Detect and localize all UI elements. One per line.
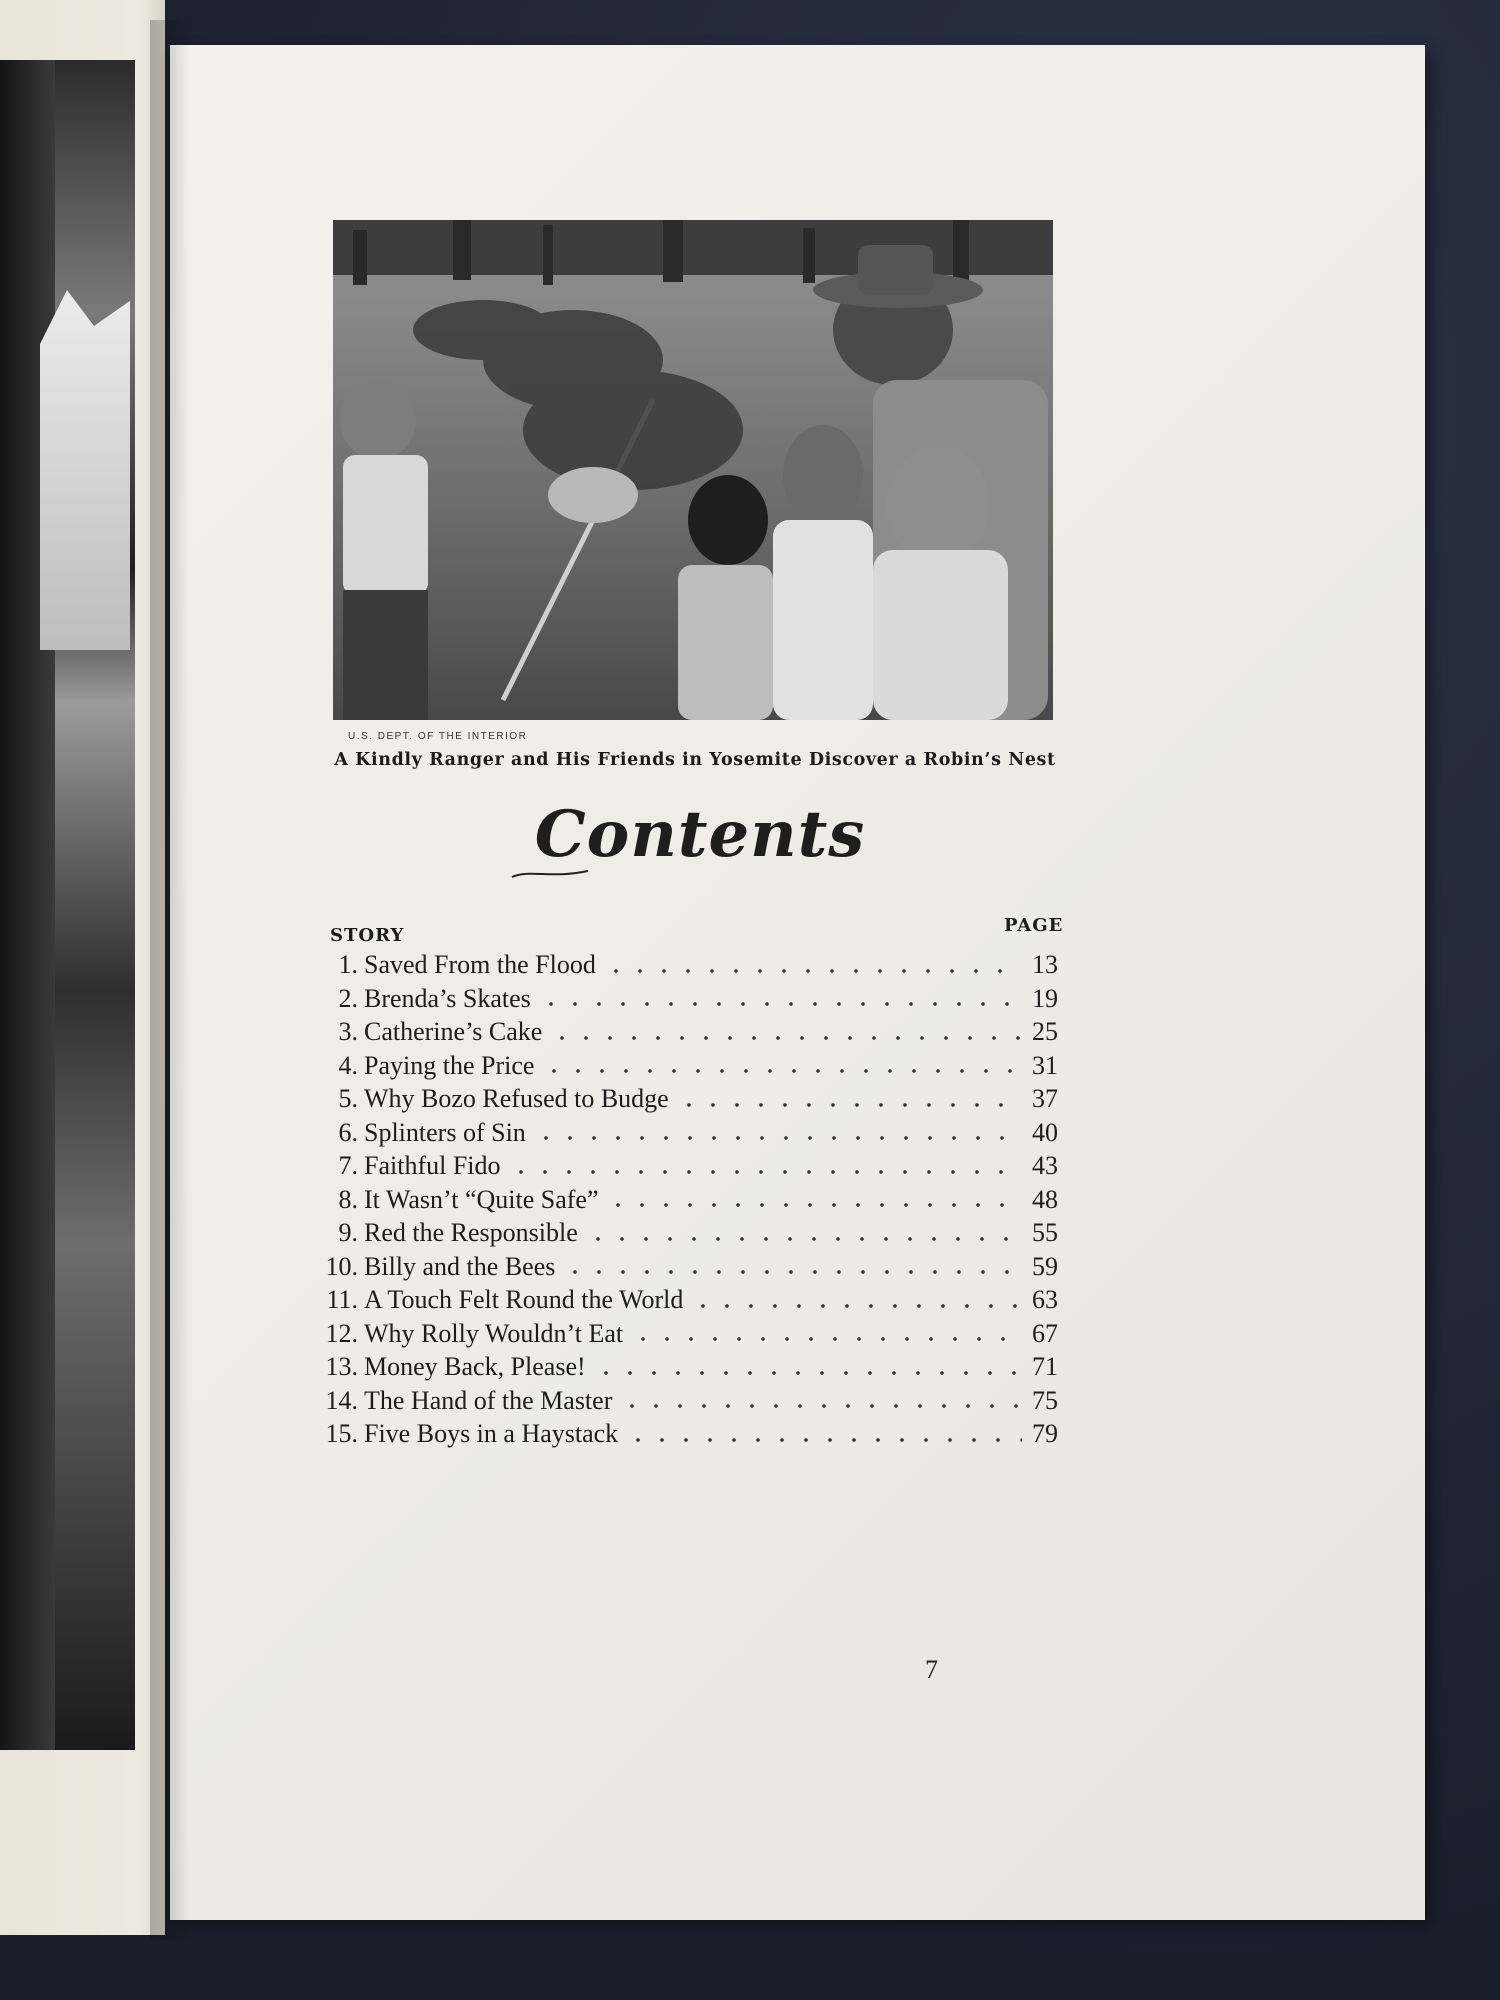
dot-leader (606, 1201, 1022, 1209)
page-column-label: PAGE (1004, 915, 1064, 936)
dot-leader (594, 1369, 1022, 1377)
contents-entry-6[interactable] (318, 1118, 1078, 1152)
entry-page: 31 (1032, 1050, 1058, 1080)
contents-entry-3[interactable] (318, 1017, 1078, 1051)
entry-page: 19 (1032, 983, 1058, 1013)
dot-leader (534, 1134, 1022, 1142)
contents-entry-13[interactable] (318, 1352, 1078, 1386)
contents-entry-10[interactable] (318, 1252, 1078, 1286)
left-photo-sky (40, 290, 130, 650)
entry-page: 67 (1032, 1318, 1058, 1348)
entry-title: A Touch Felt Round the World (364, 1285, 684, 1314)
entry-page: 48 (1032, 1184, 1058, 1214)
photo-caption: A Kindly Ranger and His Friends in Yosemite Discover a Robin’s Nest (334, 750, 1056, 770)
entry-page: 25 (1032, 1017, 1058, 1046)
entry-number: 3. (338, 1017, 358, 1046)
dot-leader (620, 1402, 1022, 1410)
entry-number: 2. (338, 983, 358, 1013)
entry-title: Red the Responsible (364, 1218, 578, 1247)
page-number: 7 (925, 1655, 938, 1684)
contents-heading: Contents (534, 797, 866, 872)
contents-entry-1[interactable] (318, 950, 1078, 984)
entry-title: It Wasn’t “Quite Safe” (364, 1184, 599, 1214)
entry-number: 10. (325, 1251, 358, 1281)
contents-entry-2[interactable] (318, 984, 1078, 1018)
entry-title: Five Boys in a Haystack (364, 1419, 619, 1448)
entry-number: 5. (338, 1084, 358, 1113)
contents-entry-14[interactable] (318, 1386, 1078, 1420)
entry-page: 63 (1032, 1285, 1058, 1314)
left-page (0, 0, 165, 1935)
ranger-photo (333, 220, 1053, 720)
dot-leader (550, 1034, 1022, 1042)
entry-number: 15. (325, 1419, 358, 1448)
dot-leader (631, 1335, 1022, 1343)
dot-leader (563, 1268, 1022, 1276)
contents-entry-4[interactable] (318, 1051, 1078, 1085)
photo-credit: U.S. DEPT. OF THE INTERIOR (348, 731, 528, 742)
contents-entry-12[interactable] (318, 1319, 1078, 1353)
entry-title: The Hand of the Master (364, 1385, 613, 1415)
entry-number: 9. (338, 1218, 358, 1247)
contents-entry-5[interactable] (318, 1084, 1078, 1118)
left-page-photo (0, 60, 135, 1750)
dot-leader (691, 1302, 1022, 1310)
entry-title: Saved From the Flood (364, 950, 596, 979)
entry-number: 7. (338, 1151, 358, 1180)
dot-leader (626, 1436, 1022, 1444)
entry-page: 13 (1032, 950, 1058, 979)
entry-title: Why Bozo Refused to Budge (364, 1084, 669, 1113)
entry-page: 79 (1032, 1419, 1058, 1448)
dot-leader (539, 1000, 1022, 1008)
left-photo-tree-trunk (0, 60, 55, 1750)
dot-leader (586, 1235, 1022, 1243)
dot-leader (509, 1168, 1022, 1176)
book-page (170, 45, 1425, 1920)
dot-leader (677, 1101, 1022, 1109)
contents-entry-15[interactable] (318, 1419, 1078, 1453)
entry-page: 75 (1032, 1385, 1058, 1415)
entry-title: Billy and the Bees (364, 1251, 556, 1281)
entry-number: 1. (338, 950, 358, 979)
dot-leader (604, 967, 1022, 975)
entry-page: 59 (1032, 1251, 1058, 1281)
entry-page: 55 (1032, 1218, 1058, 1247)
entry-title: Faithful Fido (364, 1151, 501, 1180)
contents-entry-8[interactable] (318, 1185, 1078, 1219)
entry-number: 8. (338, 1184, 358, 1214)
dot-leader (542, 1067, 1022, 1075)
contents-entry-7[interactable] (318, 1151, 1078, 1185)
book-gutter-shadow (150, 20, 190, 1940)
entry-title: Money Back, Please! (364, 1352, 586, 1381)
entry-page: 71 (1032, 1352, 1058, 1381)
entry-number: 4. (338, 1050, 358, 1080)
story-column-label: STORY (330, 925, 405, 946)
entry-number: 11. (326, 1285, 358, 1314)
entry-number: 13. (325, 1352, 358, 1381)
entry-number: 12. (325, 1318, 358, 1348)
contents-entry-11[interactable] (318, 1285, 1078, 1319)
entry-page: 40 (1032, 1117, 1058, 1147)
heading-flourish (510, 867, 590, 881)
ranger-photo-illustration (333, 220, 1053, 720)
entry-page: 43 (1032, 1151, 1058, 1180)
entry-number: 6. (338, 1117, 358, 1147)
entry-title: Brenda’s Skates (364, 983, 531, 1013)
contents-entry-9[interactable] (318, 1218, 1078, 1252)
entry-number: 14. (325, 1385, 358, 1415)
entry-title: Why Rolly Wouldn’t Eat (364, 1318, 624, 1348)
entry-title: Paying the Price (364, 1050, 535, 1080)
entry-title: Splinters of Sin (364, 1117, 526, 1147)
contents-list (318, 950, 1078, 1453)
entry-title: Catherine’s Cake (364, 1017, 543, 1046)
entry-page: 37 (1032, 1084, 1058, 1113)
